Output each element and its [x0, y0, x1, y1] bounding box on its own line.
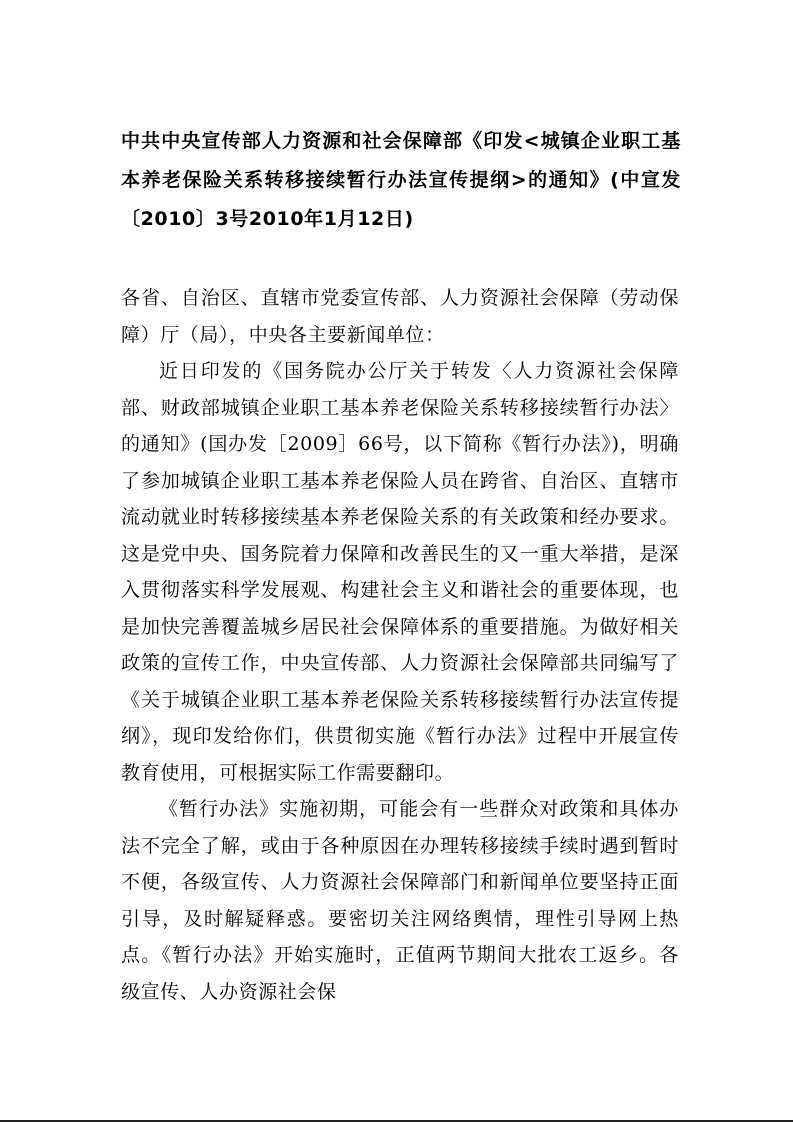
document-title: 中共中央宣传部人力资源和社会保障部《印发<城镇企业职工基本养老保险关系转移接续暂行办法宣传提纲>的通知》(中宣发〔2010〕3号2010年1月12日): [121, 130, 681, 230]
salutation: 各省、自治区、直辖市党委宣传部、人力资源社会保障（劳动保障）厅（局），中央各主要新闻单位：: [121, 287, 679, 346]
document-body: [121, 280, 679, 1010]
body-paragraph: 近日印发的《国务院办公厅关于转发〈人力资源社会保障部、财政部城镇企业职工基本养老保险关系转移接续暂行办法〉的通知》(国办发［2009］66号，以下简称《暂行办法》)，明确了参加城镇企业职工基本养老保险人员在跨省、自治区、直辖市流动就业时转移接续基本养老保险关系的有关政策和经办要求。这是党中央、国务院着力保障和改善民生的又一重大举措，是深入贯彻落实科学发展观、构建社会主义和谐社会的重要体现，也是加快完善覆盖城乡居民社会保障体系的重要措施。为做好相关政策的宣传工作，中央宣传部、人力资源社会保障部共同编写了《关于城镇企业职工基本养老保险关系转移接续暂行办法宣传提纲》，现印发给你们，供贯彻实施《暂行办法》过程中开展宣传教育使用，可根据实际工作需要翻印。: [121, 360, 679, 784]
body-paragraph: 《暂行办法》实施初期，可能会有一些群众对政策和具体办法不完全了解，或由于各种原因在办理转移接续手续时遇到暂时不便，各级宣传、人力资源社会保障部门和新闻单位要坚持正面引导，及时解疑释惑。要密切关注网络舆情，理性引导网上热点。《暂行办法》开始实施时，正值两节期间大批农工返乡。各级宣传、人办资源社会保: [121, 798, 679, 1003]
